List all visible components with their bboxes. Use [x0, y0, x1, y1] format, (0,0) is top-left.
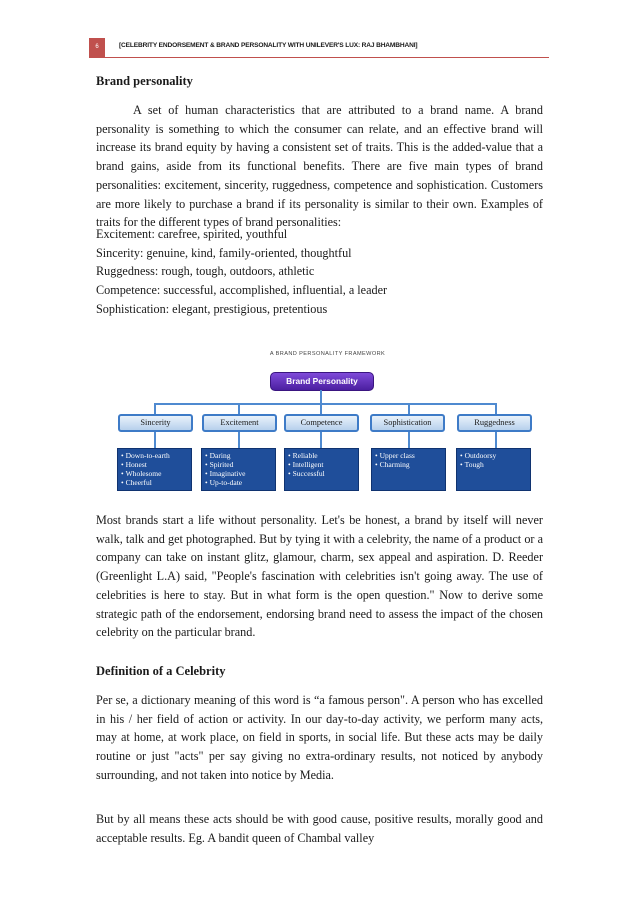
traits-box-excitement	[201, 448, 276, 491]
connector-ruggedness-traits	[495, 432, 497, 448]
trait-item: • Wholesome	[121, 469, 191, 478]
trait-line-competence: Competence: successful, accomplished, influential, a leader	[96, 283, 388, 298]
trait-item: • Up-to-date	[205, 478, 275, 487]
trait-item: • Imaginative	[205, 469, 275, 478]
traits-list	[96, 225, 543, 319]
trait-item: • Intelligent	[288, 460, 358, 469]
connector-root-down	[320, 390, 322, 404]
trait-item: • Honest	[121, 460, 191, 469]
category-sophistication: Sophistication	[370, 414, 445, 432]
header-title: [CELEBRITY ENDORSEMENT & BRAND PERSONALITY WITH UNILEVER'S LUX: RAJ BHAMBHANI]	[119, 42, 418, 49]
category-competence: Competence	[284, 414, 359, 432]
category-ruggedness: Ruggedness	[457, 414, 532, 432]
trait-line-ruggedness: Ruggedness: rough, tough, outdoors, athletic	[96, 264, 315, 279]
trait-item: • Spirited	[205, 460, 275, 469]
connector-sophistication	[408, 403, 410, 414]
definition-paragraph-2: But by all means these acts should be with good cause, positive results, morally good and acceptable results. Eg. A bandit queen of Chambal valley	[96, 812, 543, 845]
connector-sophistication-traits	[408, 432, 410, 448]
connector-competence-traits	[320, 432, 322, 448]
connector-sincerity	[154, 403, 156, 414]
connector-ruggedness	[495, 403, 497, 414]
framework-root-node: Brand Personality	[270, 372, 374, 391]
connector-horizontal	[154, 403, 496, 405]
brand-personality-framework-diagram	[117, 351, 538, 493]
celebrity-intro-paragraph: Most brands start a life without personality. Let's be honest, a brand by itself will never walk, talk and get photographed. But by tying it with a celebrity, the name of a product or a company can take on instant glitz, glamour, charm, sex appeal and aspiration. D. Reeder (Greenlight L.A) said, "People's fascination with celebrities isn't going away. The use of celebrities is here to stay. But in what form is the open question." Now to derive some strategic path of the endorsement, endorsing brand need to assess the impact of the chosen celebrity on the particular brand.	[96, 513, 543, 640]
page-number: 6	[89, 38, 105, 57]
brand-personality-heading: Brand personality	[96, 74, 193, 88]
category-sincerity: Sincerity	[118, 414, 193, 432]
brand-personality-paragraph: A set of human characteristics that are attributed to a brand name. A brand personality is something to which the consumer can relate, and an effective brand will increase its brand equity by having a consistent set of traits. This is the added-value that a brand gains, aside from its functional benefits. There are five main types of brand personalities: excitement, sincerity, ruggedness, competence and sophistication. Customers are more likely to purchase a brand if its personality is similar to their own. Examples of traits for the different types of brand personalities:	[96, 103, 543, 230]
trait-item: • Down-to-earth	[121, 451, 191, 460]
trait-item: • Upper class	[375, 451, 445, 460]
trait-item: • Tough	[460, 460, 530, 469]
definition-paragraph-1: Per se, a dictionary meaning of this word is “a famous person". A person who has excelled in his / her field of action or activity. In our day-to-day activity, we perform many acts, may at home, at work place, on field in sports, in social life. But these acts may be daily routine or just "acts" per say giving no extra-ordinary results, not noticed by anybody surrounding, and not taken into notice by Media.	[96, 693, 543, 782]
category-excitement: Excitement	[202, 414, 277, 432]
trait-item: • Outdoorsy	[460, 451, 530, 460]
traits-box-sophistication	[371, 448, 446, 491]
trait-line-sincerity: Sincerity: genuine, kind, family-oriented, thoughtful	[96, 245, 352, 260]
page-header	[89, 38, 549, 58]
trait-item: • Charming	[375, 460, 445, 469]
traits-box-sincerity	[117, 448, 192, 491]
trait-line-excitement: Excitement: carefree, spirited, youthful	[96, 227, 288, 241]
connector-excitement	[238, 403, 240, 414]
definition-heading: Definition of a Celebrity	[96, 664, 226, 678]
traits-box-competence	[284, 448, 359, 491]
header-rule	[89, 57, 549, 58]
connector-competence	[320, 403, 322, 414]
framework-title: A BRAND PERSONALITY FRAMEWORK	[269, 351, 386, 357]
trait-item: • Successful	[288, 469, 358, 478]
traits-box-ruggedness	[456, 448, 531, 491]
connector-sincerity-traits	[154, 432, 156, 448]
trait-line-sophistication: Sophistication: elegant, prestigious, pretentious	[96, 301, 328, 316]
trait-item: • Cheerful	[121, 478, 191, 487]
trait-item: • Reliable	[288, 451, 358, 460]
connector-excitement-traits	[238, 432, 240, 448]
trait-item: • Daring	[205, 451, 275, 460]
